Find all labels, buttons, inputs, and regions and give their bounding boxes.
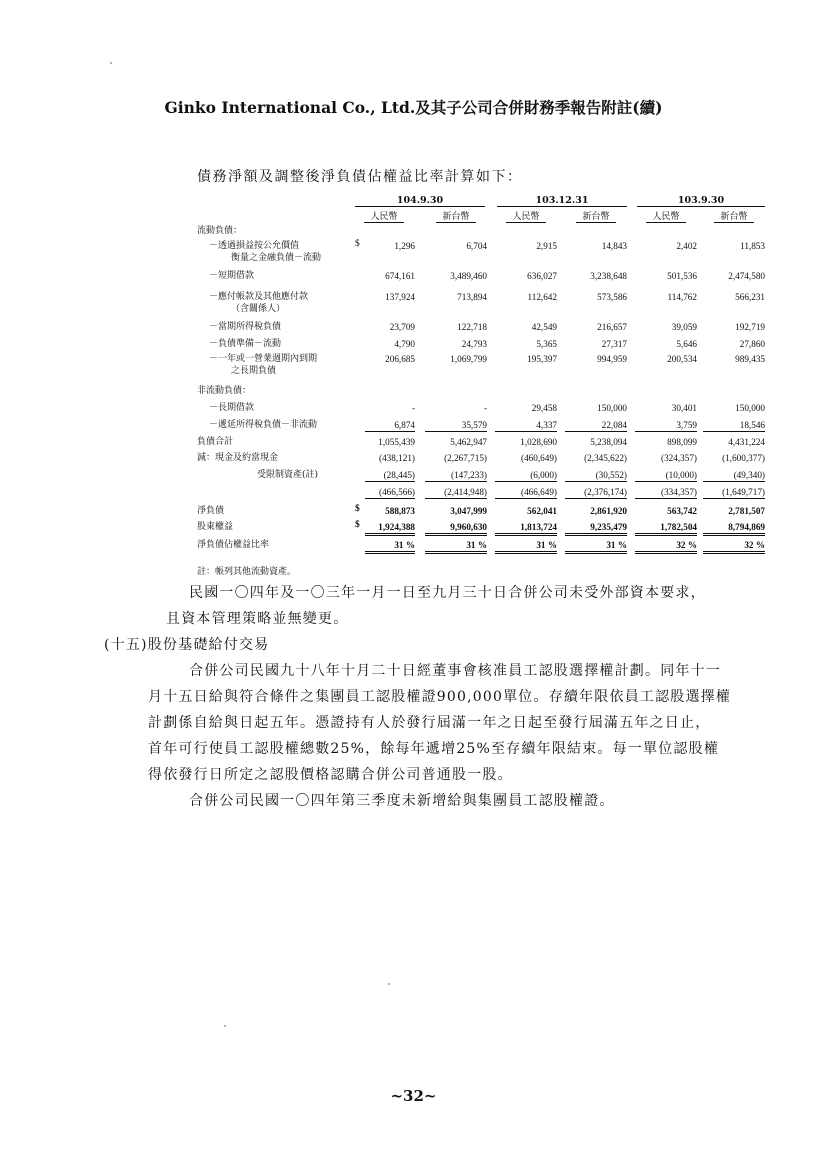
table-cell: 5,365 [536, 339, 557, 349]
row-label: －遞延所得稅負債－非流動 [209, 420, 318, 430]
table-cell: 195,397 [527, 354, 557, 364]
table-cell: 1,028,690 [520, 437, 557, 447]
table-cell: - [483, 403, 487, 413]
table-cell: 11,853 [740, 241, 765, 251]
table-cell: (2,345,622) [584, 453, 627, 463]
table-cell: 29,458 [531, 403, 557, 413]
table-cell: 27,317 [601, 339, 627, 349]
column-header [351, 209, 417, 222]
table-cell: 562,041 [527, 506, 557, 516]
table-cell: 31 % [425, 539, 487, 554]
row-label: －一年或一營業週期內到期 [209, 354, 318, 364]
row-label-continued: 之長期負債 [231, 366, 277, 376]
table-cell: (466,649) [495, 486, 557, 499]
column-header [493, 209, 559, 222]
table-intro-text: 債務淨額及調整後淨負債佔權益比率計算如下： [197, 169, 523, 185]
table-cell: 150,000 [735, 403, 765, 413]
column-header-label: 新台幣 [576, 212, 615, 223]
table-cell: 674,161 [385, 271, 415, 281]
table-cell: 636,027 [527, 271, 557, 281]
table-cell: 563,742 [667, 506, 697, 516]
row-label-continued: （含關係人） [231, 304, 286, 314]
section-heading: (十五)股份基礎給付交易 [104, 637, 270, 653]
table-cell: 206,685 [385, 354, 415, 364]
table-cell: 192,719 [735, 322, 765, 332]
row-label: －短期借款 [209, 271, 255, 281]
table-cell: 4,790 [394, 339, 415, 349]
row-label: －當期所得稅負債 [209, 322, 282, 332]
scan-speck [388, 983, 390, 985]
table-cell: 2,861,920 [590, 506, 627, 516]
table-cell: 1,782,504 [635, 521, 697, 536]
table-cell: 4,337 [495, 419, 557, 432]
table-cell: (2,376,174) [565, 486, 627, 499]
table-cell: 8,794,869 [703, 521, 765, 536]
table-cell: 6,874 [365, 419, 415, 432]
table-cell: 713,894 [457, 292, 487, 302]
column-header-label: 人民幣 [646, 212, 685, 223]
table-cell: 9,960,630 [425, 521, 487, 536]
table-cell: 6,704 [466, 241, 487, 251]
table-cell: (2,414,948) [425, 486, 487, 499]
table-cell: 3,759 [635, 419, 697, 432]
table-cell: 39,059 [671, 322, 697, 332]
row-label: 淨負債 [197, 506, 225, 516]
group-header-103-9-30: 103.9.30 [637, 195, 765, 207]
table-cell: 2,474,580 [728, 271, 765, 281]
table-cell: 5,462,947 [450, 437, 487, 447]
row-label: 非流動負債： [197, 386, 252, 396]
share-paragraph-line-5: 得依發行日所定之認股價格認購合併公司普通股一股。 [148, 767, 513, 783]
table-cell: 18,546 [703, 419, 765, 432]
table-cell: 1,055,439 [378, 437, 415, 447]
scan-speck [110, 62, 112, 64]
row-label: －長期借款 [209, 403, 255, 413]
table-cell: 122,718 [457, 322, 487, 332]
share-paragraph-line-3: 計劃係自給與日起五年。憑證持有人於發行屆滿一年之日起至發行屆滿五年之日止， [148, 715, 711, 731]
table-cell: 22,084 [565, 419, 627, 432]
table-cell: - [411, 403, 415, 413]
table-cell: (147,233) [425, 469, 487, 482]
table-cell: 14,843 [601, 241, 627, 251]
table-cell: 30,401 [671, 403, 697, 413]
column-header-label: 人民幣 [364, 212, 403, 223]
table-footnote: 註：帳列其他流動資產。 [197, 567, 297, 577]
row-label: 淨負債佔權益比率 [197, 540, 270, 550]
table-cell: 989,435 [735, 354, 765, 364]
table-cell: (460,649) [521, 453, 557, 463]
row-label-continued: 衡量之金融負債－流動 [231, 253, 322, 263]
table-cell: 114,762 [667, 292, 697, 302]
table-cell: (466,566) [365, 486, 415, 499]
table-cell: 27,860 [739, 339, 765, 349]
table-cell: (1,600,377) [722, 453, 765, 463]
table-cell: 588,873 [385, 506, 415, 516]
column-header-label: 新台幣 [436, 212, 475, 223]
row-label: 受限制資產(註) [257, 470, 319, 480]
table-cell: 1,296 [394, 241, 415, 251]
column-header [633, 209, 699, 222]
table-cell: (324,357) [661, 453, 697, 463]
row-label: 股東權益 [197, 522, 234, 532]
table-cell: 112,642 [527, 292, 557, 302]
table-cell: 3,238,648 [590, 271, 627, 281]
share-paragraph-line-4: 首年可行使員工認股權總數25%，餘每年遞增25%至存續年限結束。每一單位認股權 [148, 741, 720, 757]
table-cell: 24,793 [461, 339, 487, 349]
column-header [563, 209, 629, 222]
row-label: 負債合計 [197, 437, 234, 447]
table-cell: 3,047,999 [450, 506, 487, 516]
table-cell: 2,402 [676, 241, 697, 251]
table-cell: 216,657 [597, 322, 627, 332]
table-cell: 23,709 [389, 322, 415, 332]
row-label: －透過損益按公允價值 [209, 241, 300, 251]
column-header-label: 新台幣 [714, 212, 753, 223]
table-cell: (30,552) [565, 469, 627, 482]
table-cell: 1,813,724 [495, 521, 557, 536]
table-cell: 5,238,094 [590, 437, 627, 447]
table-cell: 150,000 [597, 403, 627, 413]
group-header-104-9-30: 104.9.30 [355, 195, 485, 207]
table-cell: 31 % [365, 539, 415, 554]
table-cell: 1,069,799 [450, 354, 487, 364]
table-cell: 3,489,460 [450, 271, 487, 281]
table-cell: 31 % [495, 539, 557, 554]
currency-symbol: $ [355, 520, 360, 530]
capital-paragraph-line-2: 且資本管理策略並無變更。 [166, 611, 349, 627]
table-cell: (6,000) [495, 469, 557, 482]
page-number: ~32~ [390, 1087, 437, 1105]
row-label: 減：現金及約當現金 [197, 453, 279, 463]
table-cell: (1,649,717) [703, 486, 765, 499]
table-cell: 42,549 [531, 322, 557, 332]
table-cell: 573,586 [597, 292, 627, 302]
table-cell: 4,431,224 [728, 437, 765, 447]
scan-speck [224, 1025, 226, 1027]
table-cell: 32 % [703, 539, 765, 554]
share-paragraph-line-1: 合併公司民國九十八年十月二十日經董事會核准員工認股選擇權計劃。同年十一 [189, 663, 721, 679]
table-cell: 31 % [565, 539, 627, 554]
table-cell: (10,000) [635, 469, 697, 482]
row-label: －應付帳款及其他應付款 [209, 292, 309, 302]
table-cell: 200,534 [667, 354, 697, 364]
table-cell: 994,959 [597, 354, 627, 364]
column-header [701, 209, 767, 222]
currency-symbol: $ [355, 504, 360, 514]
column-header-label: 人民幣 [506, 212, 545, 223]
table-cell: 5,646 [676, 339, 697, 349]
table-cell: 35,579 [425, 419, 487, 432]
table-cell: 566,231 [735, 292, 765, 302]
table-cell: 2,915 [536, 241, 557, 251]
page-title: Ginko International Co., Ltd.及其子公司合併財務季報告附註(續) [164, 98, 663, 117]
table-cell: 9,235,479 [565, 521, 627, 536]
capital-paragraph-line-1: 民國一〇四年及一〇三年一月一日至九月三十日合併公司未受外部資本要求， [189, 585, 706, 601]
share-paragraph-line-2: 月十五日給與符合條件之集團員工認股權證900,000單位。存續年限依員工認股選擇權 [148, 689, 732, 705]
currency-symbol: $ [355, 239, 360, 249]
column-header [423, 209, 489, 222]
table-cell: 501,536 [667, 271, 697, 281]
table-cell: (334,357) [635, 486, 697, 499]
table-cell: 2,781,507 [728, 506, 765, 516]
table-cell: 1,924,388 [365, 521, 415, 536]
table-cell: (28,445) [365, 469, 415, 482]
row-label: 流動負債： [197, 226, 243, 236]
table-cell: (438,121) [379, 453, 415, 463]
row-label: －負債準備－流動 [209, 339, 282, 349]
table-cell: 898,099 [667, 437, 697, 447]
table-cell: 32 % [635, 539, 697, 554]
table-cell: (49,340) [703, 469, 765, 482]
group-header-103-12-31: 103.12.31 [497, 195, 627, 207]
table-cell: (2,267,715) [444, 453, 487, 463]
share-paragraph-2-line-1: 合併公司民國一〇四年第三季度未新增給與集團員工認股權證。 [189, 793, 615, 809]
table-cell: 137,924 [385, 292, 415, 302]
